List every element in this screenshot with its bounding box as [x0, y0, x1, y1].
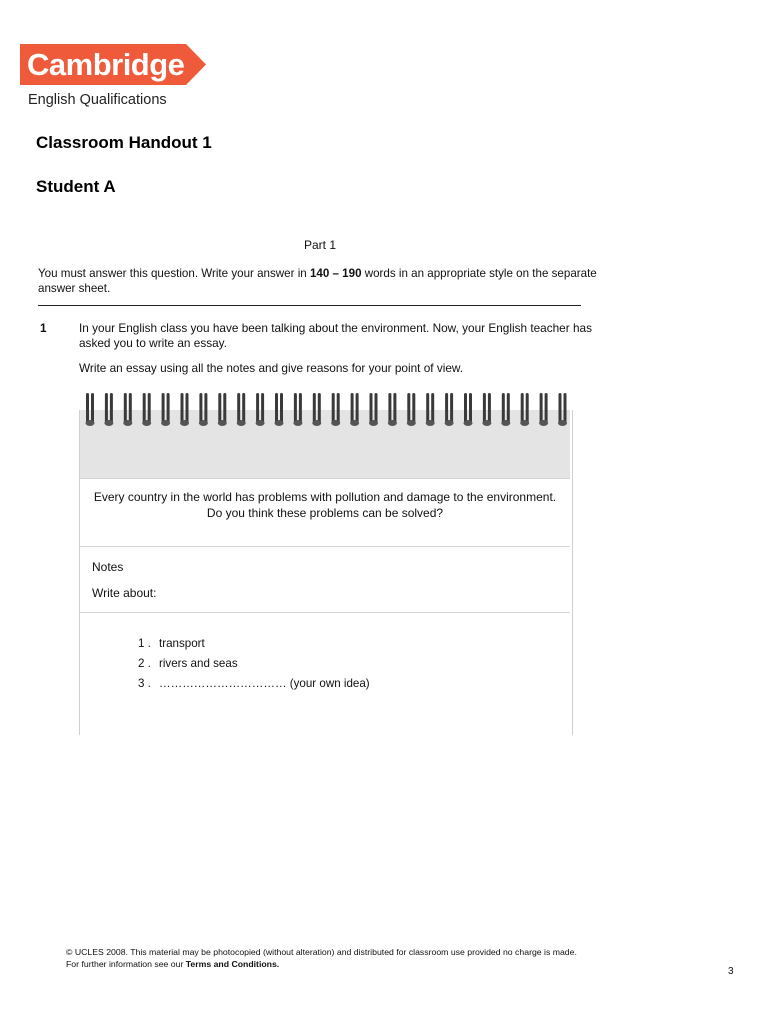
instructions-pre: You must answer this question. Write your answer in: [38, 267, 310, 280]
notepad-divider-lower: [80, 612, 570, 613]
list-item-text: transport: [159, 637, 205, 650]
notepad-divider-mid: [80, 546, 570, 547]
spiral-ring-icon: [199, 393, 208, 426]
brand-name: Cambridge: [27, 47, 185, 82]
spiral-ring-icon: [539, 393, 548, 426]
question-text: In your English class you have been talking about the environment. Now, your English teacher has asked you to write an essay.: [79, 321, 592, 350]
spiral-ring-icon: [445, 393, 454, 426]
question-number: 1: [40, 321, 47, 335]
spiral-ring-icon: [180, 393, 189, 426]
spiral-ring-icon: [104, 393, 113, 426]
list-item-number: 2 .: [138, 657, 151, 670]
spiral-ring-icon: [293, 393, 302, 426]
list-item: [138, 654, 370, 674]
copyright-notice: © UCLES 2008. This material may be photocopied (without alteration) and distributed for classroom use provided no charge is made.: [66, 947, 577, 957]
page-number: 3: [728, 966, 734, 977]
prompt-line-2: Do you think these problems can be solved?: [206, 506, 444, 520]
spiral-ring-icon: [482, 393, 491, 426]
spiral-ring-icon: [312, 393, 321, 426]
divider: [38, 305, 581, 306]
terms-line-pre: For further information see our: [66, 959, 186, 969]
spiral-ring-icon: [407, 393, 416, 426]
list-item-text: rivers and seas: [159, 657, 238, 670]
spiral-ring-icon: [331, 393, 340, 426]
spiral-ring-icon: [369, 393, 378, 426]
write-about-label: Write about:: [92, 586, 157, 600]
instructions-post: words in an appropriate style on the separate answer sheet.: [38, 267, 597, 295]
spiral-ring-icon: [86, 393, 95, 426]
task-instruction: Write an essay using all the notes and give reasons for your point of view.: [79, 361, 464, 375]
spiral-ring-icon: [237, 393, 246, 426]
terms-link[interactable]: Terms and Conditions.: [185, 959, 280, 969]
list-item-text: …………………………… (your own idea): [159, 677, 370, 690]
spiral-ring-icon: [275, 393, 284, 426]
spiral-ring-icon: [123, 393, 132, 426]
part-heading: Part 1: [303, 238, 336, 252]
list-item-number: 1 .: [138, 637, 151, 650]
student-label: Student A: [36, 177, 116, 196]
spiral-ring-icon: [388, 393, 397, 426]
notes-label: Notes: [92, 560, 124, 574]
footer: [66, 946, 686, 970]
prompt-line-1: Every country in the world has problems with pollution and damage to the environment.: [93, 490, 557, 504]
handout-title: Classroom Handout 1: [36, 133, 212, 152]
spiral-ring-icon: [350, 393, 359, 426]
notepad-divider-top: [80, 478, 570, 479]
list-item: [138, 674, 370, 694]
spiral-ring-icon: [501, 393, 510, 426]
spiral-ring-icon: [464, 393, 473, 426]
list-item: [138, 634, 370, 654]
spiral-binding-icon: [80, 391, 570, 429]
spiral-ring-icon: [558, 393, 567, 426]
spiral-ring-icon: [520, 393, 529, 426]
spiral-ring-icon: [426, 393, 435, 426]
brand-subtitle: English Qualifications: [28, 92, 167, 108]
instructions: [38, 266, 608, 296]
word-range: 140 – 190: [309, 267, 362, 280]
spiral-ring-icon: [142, 393, 151, 426]
notes-list: [138, 634, 370, 694]
terms-line: [66, 958, 686, 970]
list-item-number: 3 .: [138, 677, 151, 690]
essay-prompt: [80, 489, 570, 521]
spiral-ring-icon: [218, 393, 227, 426]
spiral-ring-icon: [256, 393, 265, 426]
spiral-ring-icon: [161, 393, 170, 426]
